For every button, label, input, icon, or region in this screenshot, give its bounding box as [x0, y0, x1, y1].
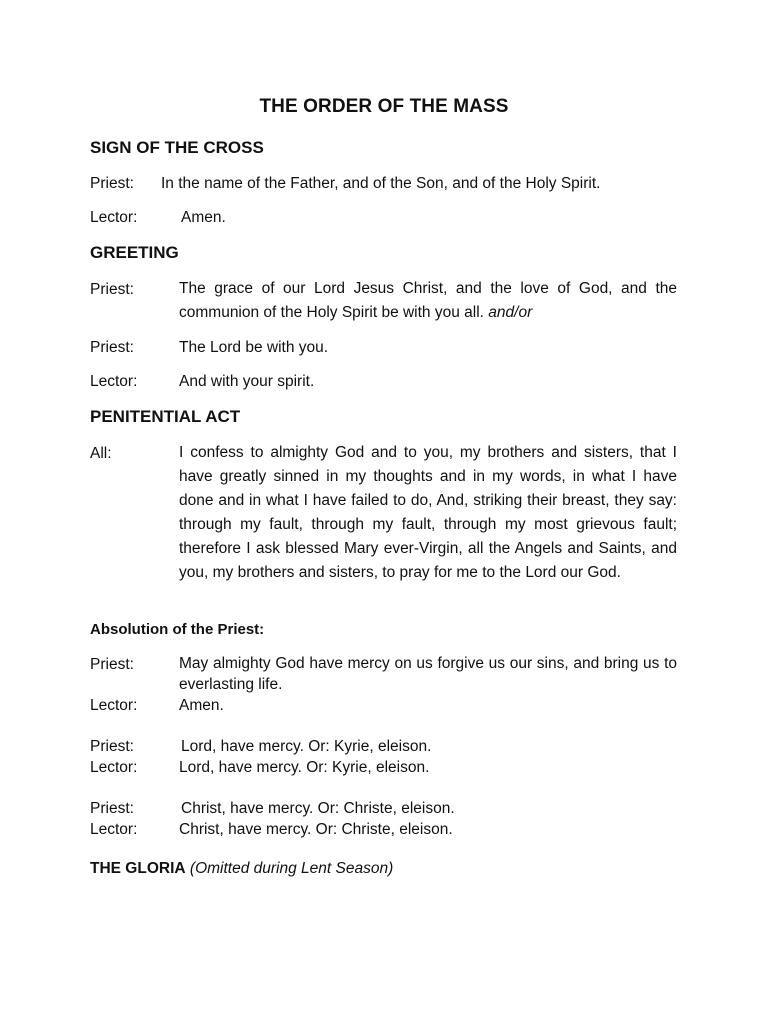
penitential-speaker-all: All:	[90, 445, 112, 462]
absolution-speaker-priest: Priest:	[90, 656, 134, 673]
greeting-speaker-priest-1: Priest:	[90, 281, 134, 298]
greeting-priest-text-2: The Lord be with you.	[179, 339, 329, 356]
absolution-speaker-lector: Lector:	[90, 697, 138, 714]
christe-speaker-lector: Lector:	[90, 821, 138, 838]
penitential-heading: PENITENTIAL ACT	[90, 407, 241, 426]
gloria-heading: THE GLORIA	[90, 860, 186, 877]
greeting-priest-text-1	[179, 277, 677, 325]
greeting-heading: GREETING	[90, 243, 179, 262]
christe-speaker-priest: Priest:	[90, 800, 134, 817]
christe-priest-text: Christ, have mercy. Or: Christe, eleison.	[181, 800, 455, 817]
greeting-priest-text-1-body: The grace of our Lord Jesus Christ, and the love of God, and the communion of the Holy Spirit be with you all.	[179, 280, 677, 321]
kyrie-priest-text: Lord, have mercy. Or: Kyrie, eleison.	[181, 738, 432, 755]
kyrie-lector-text: Lord, have mercy. Or: Kyrie, eleison.	[179, 759, 430, 776]
confiteor-text: I confess to almighty God and to you, my brothers and sisters, that I have greatly sinned in my thoughts and in my words, in what I have done and in what I have failed to do, And, striking their breast, they say: through my fault, through my fault, through my most grievous fault; therefore I ask blessed Mary ever-Virgin, all the Angels and Saints, and you, my brothers and sisters, to pray for me to the Lord our God.	[179, 444, 677, 581]
greeting-and-or: and/or	[488, 304, 533, 321]
greeting-lector-text: And with your spirit.	[179, 373, 315, 390]
absolution-priest-text: May almighty God have mercy on us forgive us our sins, and bring us to everlasting life.	[179, 655, 677, 693]
sign-of-cross-lector-text: Amen.	[181, 209, 226, 226]
sign-of-cross-priest-text: In the name of the Father, and of the Son, and of the Holy Spirit.	[161, 175, 601, 192]
greeting-speaker-priest-2: Priest:	[90, 339, 134, 356]
sign-of-cross-speaker-lector: Lector:	[90, 209, 138, 226]
absolution-lector-text: Amen.	[179, 697, 224, 714]
gloria-note: (Omitted during Lent Season)	[189, 860, 394, 877]
kyrie-speaker-priest: Priest:	[90, 738, 134, 755]
christe-lector-text: Christ, have mercy. Or: Christe, eleison.	[179, 821, 453, 838]
gloria-line	[90, 860, 393, 878]
kyrie-speaker-lector: Lector:	[90, 759, 138, 776]
sign-of-cross-heading: SIGN OF THE CROSS	[90, 138, 264, 157]
absolution-heading: Absolution of the Priest:	[90, 621, 265, 638]
document-title: THE ORDER OF THE MASS	[259, 96, 509, 117]
sign-of-cross-speaker-priest: Priest:	[90, 175, 134, 192]
greeting-speaker-lector: Lector:	[90, 373, 138, 390]
